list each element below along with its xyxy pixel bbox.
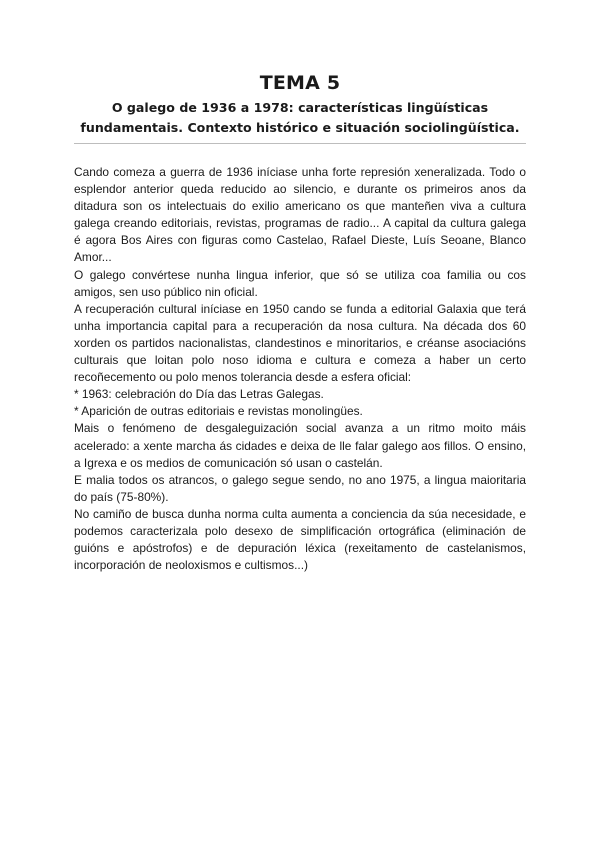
title-divider [74,143,526,144]
paragraph: No camiño de busca dunha norma culta aumenta a conciencia da súa necesidade, e podemos caracterizala polo desexo de simplificación ortográfica (eliminación de guións e apóstrofos) e de depuración léxica (rexeitamento de castelanismos, incorporación de neoloxismos e cultismos...) [74,506,526,573]
body-text [74,164,526,574]
list-item: * Aparición de outras editoriais e revistas monolingües. [74,404,363,419]
paragraph: Cando comeza a guerra de 1936 iníciase unha forte represión xeneralizada. Todo o esplendor anterior queda reducido ao silencio, e durante os primeiros anos da ditadura son os intelectuais do exilio americano os que manteñen viva a cultura galega creando editoriais, revistas, programas de radio... A capital da cultura galega é agora Bos Aires con figuras como Castelao, Rafael Dieste, Luís Seoane, Blanco Amor... [74,165,526,265]
list-item: * 1963: celebración do Día das Letras Galegas. [74,387,324,402]
paragraph: E malia todos os atrancos, o galego segue sendo, no ano 1975, a lingua maioritaria do país (75-80%). [74,472,526,504]
paragraph: Mais o fenómeno de desgaleguización social avanza a un ritmo moito máis acelerado: a xente marcha ás cidades e deixa de lle falar galego aos fillos. O ensino, a Igrexa e os medios de comunicación só usan o castelán. [74,421,526,470]
page-subtitle: O galego de 1936 a 1978: características lingüísticas fundamentais. Contexto histórico e situación sociolingüística. [80,100,520,135]
page-title: TEMA 5 [259,72,341,94]
paragraph: A recuperación cultural iníciase en 1950 cando se funda a editorial Galaxia que terá unha importancia capital para a recuperación da nosa cultura. Na década dos 60 xorden os partidos nacionalistas, clandestinos e minoritarios, e créanse asociacións culturais que loitan polo noso idioma e cultura e comeza a haber un certo recoñecemento ou polo menos tolerancia desde a esfera oficial: [74,301,526,385]
paragraph: O galego convértese nunha lingua inferior, que só se utiliza coa familia ou cos amigos, sen uso público nin oficial. [74,267,526,299]
